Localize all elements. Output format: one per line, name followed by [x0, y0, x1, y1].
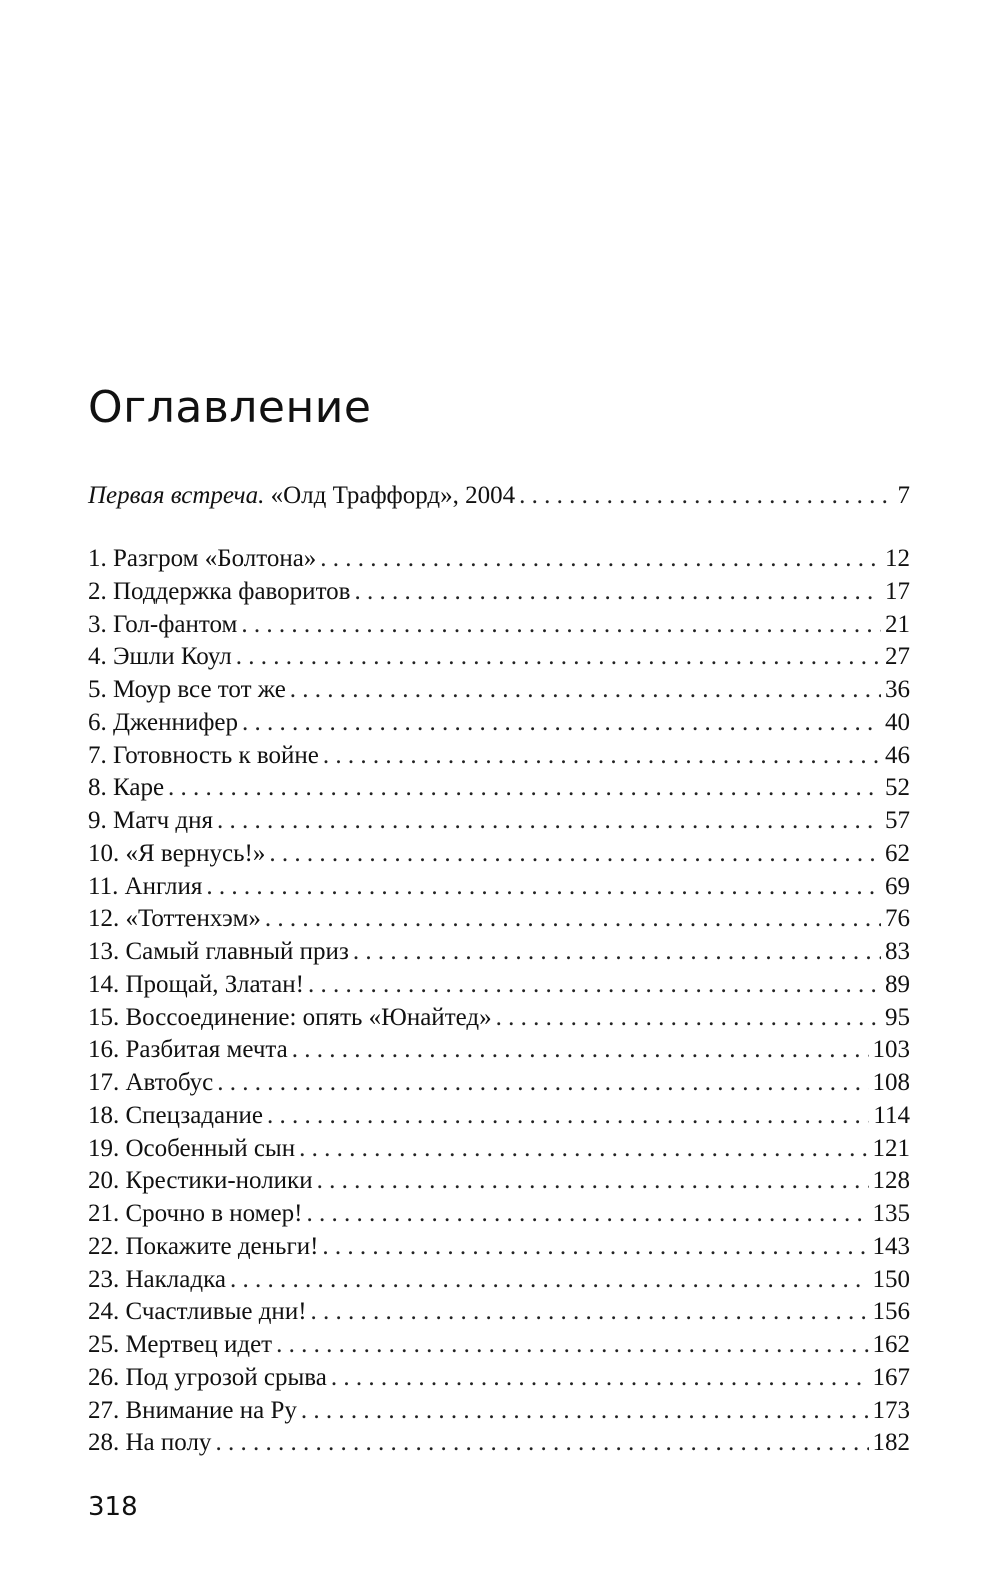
toc-chapter-title: 16. Разбитая мечта: [88, 1036, 288, 1064]
toc-chapter-title: 1. Разгром «Болтона»: [88, 545, 317, 572]
toc-chapter-entry[interactable]: [88, 1329, 910, 1361]
toc-chapter-entry[interactable]: [88, 1133, 910, 1165]
dot-leader: [168, 772, 881, 804]
toc-chapter-entry[interactable]: [88, 1395, 910, 1427]
toc-chapter-title: 26. Под угрозой срыва: [88, 1363, 327, 1391]
dot-leader: [323, 740, 881, 772]
toc-chapter-title: 2. Поддержка фаворитов: [88, 577, 351, 605]
toc-chapter-title: 20. Крестики-нолики: [88, 1167, 313, 1195]
toc-chapter-entry[interactable]: [88, 1002, 910, 1034]
toc-chapter-entry[interactable]: [88, 1034, 910, 1066]
toc-chapter-entry[interactable]: [88, 936, 910, 968]
dot-leader: [322, 1231, 868, 1263]
dot-leader: [519, 480, 893, 512]
toc-chapter-entry[interactable]: [88, 1264, 910, 1296]
toc-intro-label: Первая встреча.: [88, 482, 265, 509]
toc-chapter-title: 12. «Тоттенхэм»: [88, 905, 261, 933]
toc-chapter-page: 52: [885, 774, 910, 802]
toc-chapter-entry[interactable]: [88, 1165, 910, 1197]
page-number: 318: [88, 1492, 138, 1522]
toc-chapter-entry[interactable]: [88, 1362, 910, 1394]
dot-leader: [292, 1034, 869, 1066]
toc-chapter-page: 121: [872, 1134, 910, 1162]
dot-leader: [276, 1329, 868, 1361]
toc-chapter-title: 25. Мертвец идет: [88, 1331, 273, 1358]
toc-chapter-entry[interactable]: [88, 1427, 910, 1459]
toc-chapter-title: 9. Матч дня: [88, 807, 214, 834]
toc-chapter-title: 27. Внимание на Ру: [88, 1396, 297, 1424]
page-title: Оглавление: [88, 382, 372, 433]
dot-leader: [299, 1133, 868, 1165]
toc-chapter-title: 15. Воссоединение: опять «Юнайтед»: [88, 1003, 492, 1031]
dot-leader: [290, 674, 881, 706]
toc-chapter-page: 156: [872, 1298, 910, 1326]
dot-leader: [269, 838, 881, 870]
dot-leader: [353, 936, 881, 968]
toc-chapter-page: 173: [872, 1396, 910, 1424]
toc-chapter-entry[interactable]: [88, 609, 910, 641]
dot-leader: [301, 1395, 869, 1427]
toc-chapter-page: 27: [885, 643, 910, 671]
toc-chapter-entry[interactable]: [88, 903, 910, 935]
toc-chapter-entry[interactable]: [88, 772, 910, 804]
toc-chapter-entry[interactable]: [88, 871, 910, 903]
toc-chapter-page: 182: [872, 1429, 910, 1457]
toc-chapter-entry[interactable]: [88, 1198, 910, 1230]
dot-leader: [308, 969, 881, 1001]
toc-chapter-title: 13. Самый главный приз: [88, 938, 349, 965]
toc-chapter-page: 162: [872, 1331, 910, 1358]
toc-chapter-page: 76: [885, 905, 910, 933]
toc-intro-title: [88, 480, 515, 512]
dot-leader: [236, 641, 881, 673]
toc-chapter-title: 5. Моур все тот же: [88, 676, 286, 703]
dot-leader: [311, 1296, 869, 1328]
dot-leader: [217, 805, 881, 837]
toc-intro-subtitle: «Олд Траффорд», 2004: [264, 482, 516, 509]
toc-intro-entry[interactable]: [88, 480, 910, 512]
dot-leader: [206, 871, 881, 903]
toc-chapter-entry[interactable]: [88, 543, 910, 575]
toc-chapter-entry[interactable]: [88, 1100, 910, 1132]
toc-chapter-title: 4. Эшли Коул: [88, 643, 232, 671]
dot-leader: [306, 1198, 868, 1230]
toc-chapter-page: 103: [872, 1036, 910, 1064]
toc-chapter-entry[interactable]: [88, 1231, 910, 1263]
dot-leader: [331, 1362, 869, 1394]
dot-leader: [265, 903, 881, 935]
dot-leader: [217, 1067, 868, 1099]
toc-chapter-title: 18. Спецзадание: [88, 1101, 263, 1129]
toc-chapter-page: 40: [885, 708, 910, 736]
toc-chapter-page: 95: [885, 1003, 910, 1031]
toc-chapter-entry[interactable]: [88, 576, 910, 608]
toc-chapter-title: 17. Автобус: [88, 1069, 214, 1096]
toc-chapter-entry[interactable]: [88, 674, 910, 706]
toc-chapter-entry[interactable]: [88, 740, 910, 772]
toc-chapter-entry[interactable]: [88, 805, 910, 837]
toc-chapter-title: 23. Накладка: [88, 1265, 226, 1293]
toc-chapter-title: 3. Гол-фантом: [88, 610, 238, 638]
toc-chapter-title: 21. Срочно в номер!: [88, 1200, 303, 1227]
toc-chapter-title: 8. Каре: [88, 774, 165, 802]
toc-chapter-page: 128: [872, 1167, 910, 1195]
toc-chapter-page: 62: [885, 839, 910, 867]
toc-chapter-page: 57: [885, 807, 910, 834]
toc-chapter-entry[interactable]: [88, 838, 910, 870]
toc-chapter-page: 108: [872, 1069, 910, 1096]
toc-chapter-page: 69: [885, 872, 910, 900]
toc-chapter-page: 114: [873, 1101, 910, 1129]
toc-chapter-page: 150: [872, 1265, 910, 1293]
toc-chapter-title: 10. «Я вернусь!»: [88, 839, 266, 867]
dot-leader: [241, 609, 881, 641]
toc-chapter-page: 89: [885, 970, 910, 998]
toc-chapter-entry[interactable]: [88, 641, 910, 673]
toc-chapter-title: 11. Англия: [88, 872, 203, 900]
toc-chapter-title: 19. Особенный сын: [88, 1134, 296, 1162]
toc-chapter-page: 36: [885, 676, 910, 703]
toc-chapter-title: 22. Покажите деньги!: [88, 1232, 319, 1260]
dot-leader: [242, 707, 881, 739]
toc-chapter-page: 167: [872, 1363, 910, 1391]
toc-chapter-page: 17: [885, 577, 910, 605]
toc-chapter-entry[interactable]: [88, 707, 910, 739]
toc-chapter-entry[interactable]: [88, 1296, 910, 1328]
toc-chapter-title: 14. Прощай, Златан!: [88, 970, 304, 998]
dot-leader: [267, 1100, 869, 1132]
toc-chapter-page: 83: [885, 938, 910, 965]
toc-chapter-title: 24. Счастливые дни!: [88, 1298, 307, 1326]
toc-chapter-page: 46: [885, 741, 910, 769]
toc-chapter-entry[interactable]: [88, 969, 910, 1001]
toc-chapter-entry[interactable]: [88, 1067, 910, 1099]
toc-chapter-title: 6. Дженнифер: [88, 708, 239, 736]
toc-chapter-title: 28. На полу: [88, 1429, 212, 1457]
dot-leader: [354, 576, 881, 608]
dot-leader: [230, 1264, 869, 1296]
toc-chapter-title: 7. Готовность к войне: [88, 741, 319, 769]
toc-chapter-page: 135: [872, 1200, 910, 1227]
toc-intro-page: 7: [897, 482, 910, 509]
dot-leader: [320, 543, 881, 575]
toc-chapter-page: 143: [872, 1232, 910, 1260]
toc-chapter-page: 12: [885, 545, 910, 572]
toc-chapter-page: 21: [885, 610, 910, 638]
dot-leader: [215, 1427, 868, 1459]
dot-leader: [317, 1165, 869, 1197]
dot-leader: [496, 1002, 881, 1034]
